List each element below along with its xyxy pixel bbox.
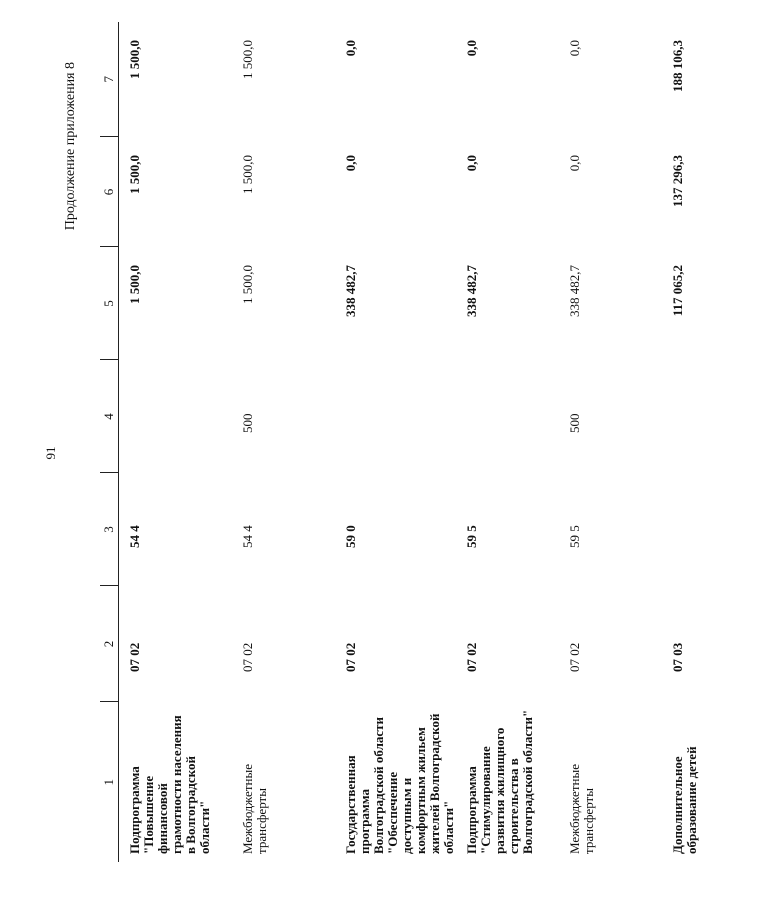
row-value-7: 1 500,0 bbox=[127, 40, 142, 79]
row-expense-type bbox=[456, 360, 559, 473]
row-target-code: 59 5 bbox=[567, 525, 582, 548]
row-target-code: 54 4 bbox=[127, 525, 142, 548]
row-target-code: 54 4 bbox=[240, 525, 255, 548]
row-value-5: 1 500,0 bbox=[240, 265, 255, 304]
row-name: Дополнительное образование детей bbox=[670, 746, 699, 854]
col-header-7: 7 bbox=[100, 22, 119, 137]
row-section-code: 07 02 bbox=[240, 642, 255, 672]
row-name: Межбюджетные трансферты bbox=[567, 764, 596, 854]
col-header-6: 6 bbox=[100, 137, 119, 247]
row-value-5: 1 500,0 bbox=[127, 265, 142, 304]
row-section-code: 07 02 bbox=[127, 642, 142, 672]
row-expense-type bbox=[335, 360, 456, 473]
row-value-6: 1 500,0 bbox=[240, 155, 255, 194]
table-row bbox=[119, 22, 233, 862]
col-header-5: 5 bbox=[100, 247, 119, 360]
row-value-5: 117 065,2 bbox=[670, 265, 685, 317]
row-name: Государственная программа Волгоградской области "Обеспечение доступным и комфортным жильем жителей Волгоградской области" bbox=[343, 713, 456, 854]
appendix-caption: Продолжение приложения 8 bbox=[63, 62, 78, 231]
table-row bbox=[662, 22, 763, 862]
table-row bbox=[559, 22, 662, 862]
row-value-6: 1 500,0 bbox=[127, 155, 142, 194]
table-row bbox=[232, 22, 335, 862]
table-row bbox=[456, 22, 559, 862]
row-name: Подпрограмма "Стимулирование развития жилищного строительства в Волгоградской области" bbox=[464, 709, 535, 854]
row-expense-type bbox=[119, 360, 233, 473]
header-row bbox=[100, 22, 119, 862]
row-section-code: 07 02 bbox=[343, 642, 358, 672]
col-header-3: 3 bbox=[100, 473, 119, 586]
row-expense-type: 500 bbox=[240, 413, 255, 433]
row-value-5: 338 482,7 bbox=[567, 265, 582, 317]
row-name: Межбюджетные трансферты bbox=[240, 764, 269, 854]
row-target-code: 59 5 bbox=[464, 525, 479, 548]
row-value-7: 0,0 bbox=[464, 40, 479, 57]
row-value-7: 188 106,3 bbox=[670, 40, 685, 92]
row-expense-type: 500 bbox=[567, 413, 582, 433]
row-value-6: 0,0 bbox=[464, 155, 479, 172]
row-name: Подпрограмма "Повышение финансовой грамотности населения в Волгоградской области" bbox=[127, 715, 212, 854]
col-header-4: 4 bbox=[100, 360, 119, 473]
table-row bbox=[335, 22, 456, 862]
col-header-1: 1 bbox=[100, 702, 119, 862]
col-header-2: 2 bbox=[100, 586, 119, 702]
row-target-code: 59 0 bbox=[343, 525, 358, 548]
row-section-code: 07 03 bbox=[670, 642, 685, 672]
row-value-7: 1 500,0 bbox=[240, 40, 255, 79]
row-expense-type bbox=[662, 360, 763, 473]
row-value-7: 0,0 bbox=[567, 40, 582, 57]
budget-table bbox=[100, 22, 763, 862]
row-value-6: 0,0 bbox=[343, 155, 358, 172]
row-target-code bbox=[662, 473, 763, 586]
row-section-code: 07 02 bbox=[464, 642, 479, 672]
page-number: 91 bbox=[43, 446, 58, 460]
row-value-6: 0,0 bbox=[567, 155, 582, 172]
rotated-page-content bbox=[60, 22, 699, 862]
row-value-5: 338 482,7 bbox=[343, 265, 358, 317]
row-value-7: 0,0 bbox=[343, 40, 358, 57]
row-value-5: 338 482,7 bbox=[464, 265, 479, 317]
row-value-6: 137 296,3 bbox=[670, 155, 685, 207]
row-section-code: 07 02 bbox=[567, 642, 582, 672]
